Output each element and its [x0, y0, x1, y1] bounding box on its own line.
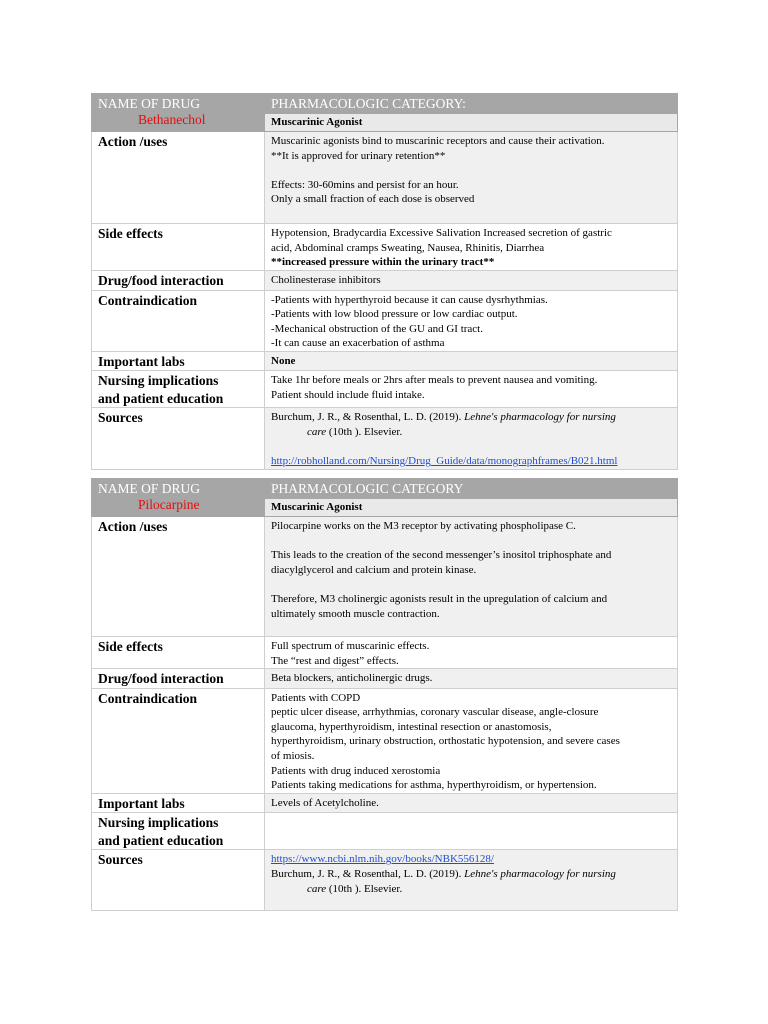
citation-title: Lehne's pharmacology for nursing: [464, 411, 616, 424]
label-nursing: [92, 371, 265, 408]
side-effects-line: The “rest and digest” effects.: [271, 654, 399, 667]
value-action: [265, 132, 678, 224]
label-nursing-line: Nursing implications: [98, 373, 219, 389]
row-action: [92, 132, 678, 224]
contraindication-line: hyperthyroidism, urinary obstruction, orthostatic hypotension, and severe cases: [271, 735, 620, 748]
side-effects-line: Hypotension, Bradycardia Excessive Salivation Increased secretion of gastric: [271, 227, 612, 239]
row-labs: [92, 793, 678, 813]
label-labs: Important labs: [92, 351, 265, 371]
row-nursing: [92, 371, 678, 408]
source-citation: [271, 410, 671, 425]
row-labs: [92, 351, 678, 371]
label-action: Action /uses: [92, 132, 265, 224]
action-line: Effects: 30-60mins and persist for an hour.: [271, 178, 459, 191]
value-sources: [265, 850, 678, 911]
row-sources: [92, 408, 678, 469]
action-line: This leads to the creation of the second messenger’s inositol triphosphate and: [271, 549, 612, 562]
drug-name: Bethanechol: [138, 112, 206, 127]
label-nursing: [92, 813, 265, 850]
value-labs: None: [265, 351, 678, 371]
label-sources: Sources: [92, 850, 265, 911]
drug-card-bethanechol: [91, 93, 678, 470]
contraindication-line: of miosis.: [271, 750, 315, 763]
value-side-effects: [265, 224, 678, 271]
row-action: [92, 517, 678, 637]
value-sources: [265, 408, 678, 469]
category-value: Muscarinic Agonist: [265, 499, 677, 516]
name-header: NAME OF DRUG: [98, 481, 201, 496]
citation-title: care: [307, 882, 327, 895]
value-labs: Levels of Acetylcholine.: [265, 793, 678, 813]
category-header: PHARMACOLOGIC CATEGORY:: [271, 96, 466, 111]
row-contraindication: [92, 688, 678, 793]
side-effects-line: **increased pressure within the urinary tract**: [271, 256, 495, 269]
row-nursing: [92, 813, 678, 850]
contraindication-line: -Patients with low blood pressure or low cardiac output.: [271, 308, 518, 321]
contraindication-line: -It can cause an exacerbation of asthma: [271, 337, 445, 350]
label-side-effects: Side effects: [92, 637, 265, 669]
side-effects-line: acid, Abdominal cramps Sweating, Nausea, Rhinitis, Diarrhea: [271, 241, 545, 254]
row-interaction: [92, 271, 678, 291]
contraindication-line: Patients taking medications for asthma, hyperthyroidism, or hypertension.: [271, 779, 597, 792]
drug-name-cell: [92, 479, 265, 517]
label-contraindication: Contraindication: [92, 688, 265, 793]
citation-title: Lehne's pharmacology for nursing: [464, 867, 616, 880]
label-contraindication: Contraindication: [92, 290, 265, 351]
category-header: PHARMACOLOGIC CATEGORY: [271, 481, 464, 496]
label-side-effects: Side effects: [92, 224, 265, 271]
label-nursing-line: Nursing implications: [98, 815, 219, 831]
row-side-effects: [92, 224, 678, 271]
citation-authors: Burchum, J. R., & Rosenthal, L. D. (2019).: [271, 867, 465, 880]
row-side-effects: [92, 637, 678, 669]
drug-name-cell: [92, 94, 265, 132]
value-contraindication: [265, 688, 678, 793]
contraindication-line: peptic ulcer disease, arrhythmias, coronary vascular disease, angle-closure: [271, 706, 599, 719]
card-header-row: [92, 94, 678, 132]
action-line: Therefore, M3 cholinergic agonists result in the upregulation of calcium and: [271, 592, 608, 605]
source-citation-cont: [271, 425, 671, 440]
action-line: diacylglycerol and calcium and protein kinase.: [271, 563, 477, 576]
row-contraindication: [92, 290, 678, 351]
contraindication-line: Patients with drug induced xerostomia: [271, 764, 441, 777]
value-interaction: Beta blockers, anticholinergic drugs.: [265, 669, 678, 689]
contraindication-line: -Mechanical obstruction of the GU and GI tract.: [271, 322, 483, 335]
label-nursing-line: and patient education: [98, 390, 224, 406]
value-nursing: [265, 371, 678, 408]
contraindication-line: glaucoma, hyperthyroidism, intestinal resection or anastomosis,: [271, 720, 552, 733]
label-interaction: Drug/food interaction: [92, 669, 265, 689]
drug-name: Pilocarpine: [138, 497, 200, 512]
label-nursing-line: and patient education: [98, 832, 224, 848]
action-line: Muscarinic agonists bind to muscarinic receptors and cause their activation.: [271, 135, 605, 147]
nursing-line: Patient should include fluid intake.: [271, 388, 425, 401]
citation-title: care: [307, 425, 327, 438]
source-link[interactable]: https://www.ncbi.nlm.nih.gov/books/NBK556128/: [271, 853, 494, 866]
category-value: Muscarinic Agonist: [265, 114, 677, 131]
citation-rest: (10th ). Elsevier.: [326, 425, 403, 438]
row-sources: [92, 850, 678, 911]
category-cell: [265, 479, 678, 517]
citation-rest: (10th ). Elsevier.: [326, 882, 403, 895]
label-action: Action /uses: [92, 517, 265, 637]
source-citation-cont: [271, 882, 671, 897]
source-citation: [271, 867, 671, 882]
side-effects-line: Full spectrum of muscarinic effects.: [271, 640, 430, 652]
action-line: **It is approved for urinary retention**: [271, 149, 446, 162]
action-line: ultimately smooth muscle contraction.: [271, 607, 440, 620]
card-header-row: [92, 479, 678, 517]
value-nursing: [265, 813, 678, 850]
value-action: [265, 517, 678, 637]
label-labs: Important labs: [92, 793, 265, 813]
label-interaction: Drug/food interaction: [92, 271, 265, 291]
value-interaction: Cholinesterase inhibitors: [265, 271, 678, 291]
contraindication-line: -Patients with hyperthyroid because it can cause dysrhythmias.: [271, 293, 548, 306]
value-contraindication: [265, 290, 678, 351]
drug-card-pilocarpine: [91, 478, 678, 911]
action-line: Pilocarpine works on the M3 receptor by activating phospholipase C.: [271, 520, 576, 532]
label-sources: Sources: [92, 408, 265, 469]
contraindication-line: Patients with COPD: [271, 691, 361, 704]
citation-authors: Burchum, J. R., & Rosenthal, L. D. (2019).: [271, 411, 465, 424]
nursing-line: Take 1hr before meals or 2hrs after meals to prevent nausea and vomiting.: [271, 374, 598, 387]
action-line: Only a small fraction of each dose is observed: [271, 193, 475, 206]
category-cell: [265, 94, 678, 132]
source-link[interactable]: http://robholland.com/Nursing/Drug_Guide/data/monographframes/B021.html: [271, 455, 618, 468]
name-header: NAME OF DRUG: [98, 96, 201, 111]
value-side-effects: [265, 637, 678, 669]
row-interaction: [92, 669, 678, 689]
